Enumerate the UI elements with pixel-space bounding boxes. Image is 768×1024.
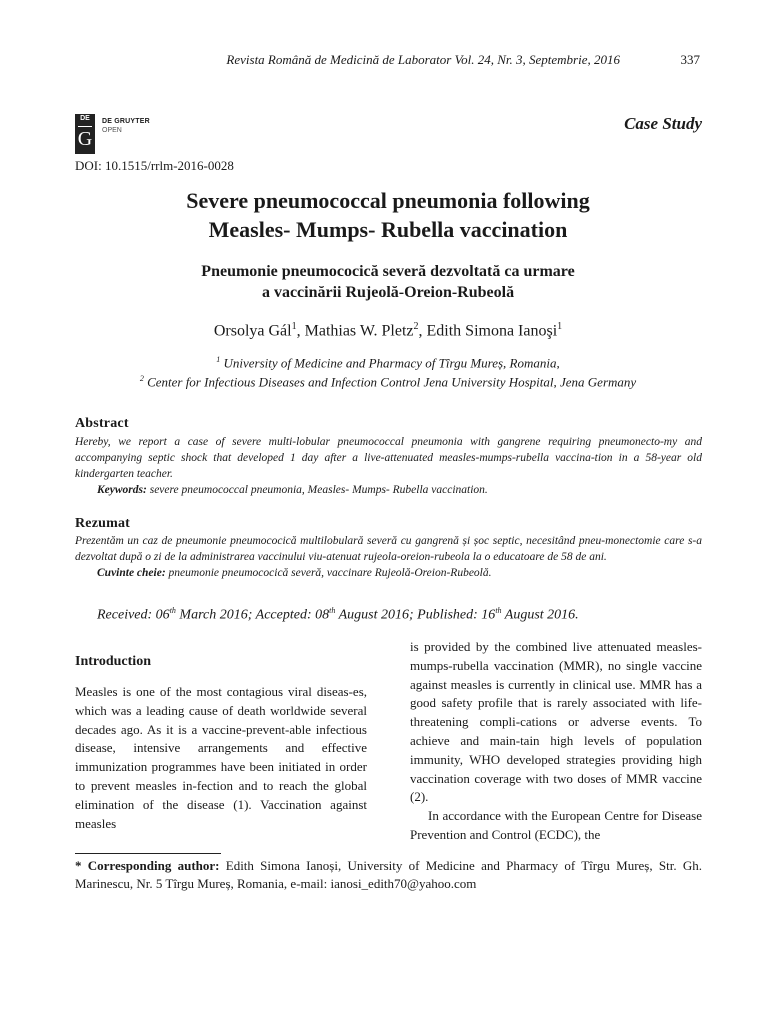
abstract-heading: Abstract <box>75 416 129 431</box>
cuvinte-cheie-text: pneumonie pneumococică severă, vaccinare Rujeolă-Oreion-Rubeolă. <box>165 567 492 579</box>
footnote-label: * Corresponding author: <box>75 858 220 873</box>
running-header-journal: Revista Română de Medicină de Laborator Vol. 24, Nr. 3, Septembrie, 2016 <box>226 52 620 67</box>
ordinal-suffix: th <box>169 606 176 615</box>
author-name: Mathias W. Pletz <box>304 322 414 340</box>
affiliation <box>80 355 696 371</box>
page-number: 337 <box>680 52 700 67</box>
affiliation-text: Center for Infectious Diseases and Infection Control Jena University Hospital, Jena Germany <box>143 374 637 390</box>
abstract-text: Hereby, we report a case of severe multi-lobular pneumococcal pneumonia with gangrene requiring pneumonecto-my and accompanying septic shock that developed 1 day after a live-attenuated measles-mumps-rubella vaccina-tion in a 58-year old kindergarten teacher. <box>75 436 702 480</box>
intro-paragraph: is provided by the combined live attenuated measles-mumps-rubella vaccination (MMR), no single vaccine against measles is currently in clinical use. MMR has a good safety profile that is rarely associated with life-threatening compli-cations or adverse events. To achieve and main-tain high levels of population immunity, WHO developed strategies providing high vaccination coverage with two doses of MMR vaccine (2). <box>410 639 702 805</box>
author-affiliation-mark: 1 <box>291 321 297 332</box>
rezumat-heading: Rezumat <box>75 516 131 531</box>
rezumat-body <box>75 533 702 581</box>
footnote-text: Edith Simona Ianoși, University of Medicine and Pharmacy of Tîrgu Mureș, Str. Gh. Marinescu, Nr. 5 Tîrgu Mureș, Romania, e-mail: ianosi_edith70@yahoo.com <box>75 858 702 891</box>
abstract-keywords <box>75 482 702 498</box>
received-date-rest: March 2016; <box>175 607 256 623</box>
received-date: Received: 06 <box>97 607 170 623</box>
cuvinte-cheie-label: Cuvinte cheie: <box>97 567 166 579</box>
introduction-heading: Introduction <box>75 654 151 669</box>
author-list <box>80 321 696 340</box>
article-title <box>80 186 696 244</box>
title-line-1: Severe pneumococcal pneumonia following <box>186 188 590 213</box>
intro-paragraph: In accordance with the European Centre for Disease Prevention and Control (ECDC), the <box>410 808 702 842</box>
logo-de-text: DE <box>80 115 90 122</box>
intro-paragraph: Measles is one of the most contagious viral diseas-es, which was a leading cause of death worldwide several decades ago. As it is a vaccine-prevent-able infectious disease, intensive arrangements and effective immunization programmes have been initiated in order to prevent measles in-fection and to reach the global elimination of the disease (1). Vaccination against measles <box>75 684 367 831</box>
affiliation-mark: 2 <box>139 374 144 383</box>
author-separator: , <box>296 322 305 340</box>
subtitle-line-1: Pneumonie pneumococică severă dezvoltată ca urmare <box>201 263 575 280</box>
publisher-logo <box>75 114 95 154</box>
affiliation-text: University of Medicine and Pharmacy of Tîrgu Mureș, Romania, <box>220 355 560 371</box>
doi: DOI: 10.1515/rrlm-2016-0028 <box>75 158 234 173</box>
author-affiliation-mark: 1 <box>557 321 563 332</box>
corresponding-author-footnote <box>75 857 702 893</box>
ordinal-suffix: th <box>495 606 502 615</box>
keywords-label: Keywords: <box>97 484 147 496</box>
author-affiliation-mark: 2 <box>413 321 419 332</box>
ordinal-suffix: th <box>329 606 336 615</box>
logo-rule <box>78 126 92 127</box>
accepted-date: Accepted: 08 <box>255 607 330 623</box>
author-separator: , <box>418 322 427 340</box>
affiliation-mark: 1 <box>216 355 221 364</box>
right-column <box>410 638 702 845</box>
title-line-2: Measles- Mumps- Rubella vaccination <box>208 217 568 242</box>
footnote-divider <box>75 853 221 854</box>
article-type: Case Study <box>624 114 702 133</box>
published-date: Published: 16 <box>417 607 496 623</box>
published-date-rest: August 2016. <box>501 607 579 623</box>
accepted-date-rest: August 2016; <box>335 607 418 623</box>
logo-g-letter: G <box>77 128 93 150</box>
author-name: Edith Simona Ianoşi <box>426 322 558 340</box>
author-name: Orsolya Gál <box>213 322 292 340</box>
left-column <box>75 683 367 833</box>
publisher-sub-line: OPEN <box>102 127 122 134</box>
rezumat-text: Prezentăm un caz de pneumonie pneumococică multilobulară severă cu gangrenă și șoc septic, necesitând pneu-monectomie care s-a dezvoltat după o zi de la administrarea vaccinului viu-atenuat rujeola-oreion-rubeola la o educatoare de 58 de ani. <box>75 535 702 563</box>
publisher-name-line: DE GRUYTER <box>102 118 150 125</box>
article-subtitle <box>80 261 696 303</box>
subtitle-line-2: a vaccinării Rujeolă-Oreion-Rubeolă <box>261 284 515 301</box>
rezumat-keywords <box>75 565 702 581</box>
abstract-body <box>75 434 702 498</box>
publisher-name <box>102 117 150 135</box>
publication-dates <box>97 606 579 624</box>
keywords-text: severe pneumococcal pneumonia, Measles- Mumps- Rubella vaccination. <box>146 484 488 496</box>
affiliation <box>80 374 696 390</box>
